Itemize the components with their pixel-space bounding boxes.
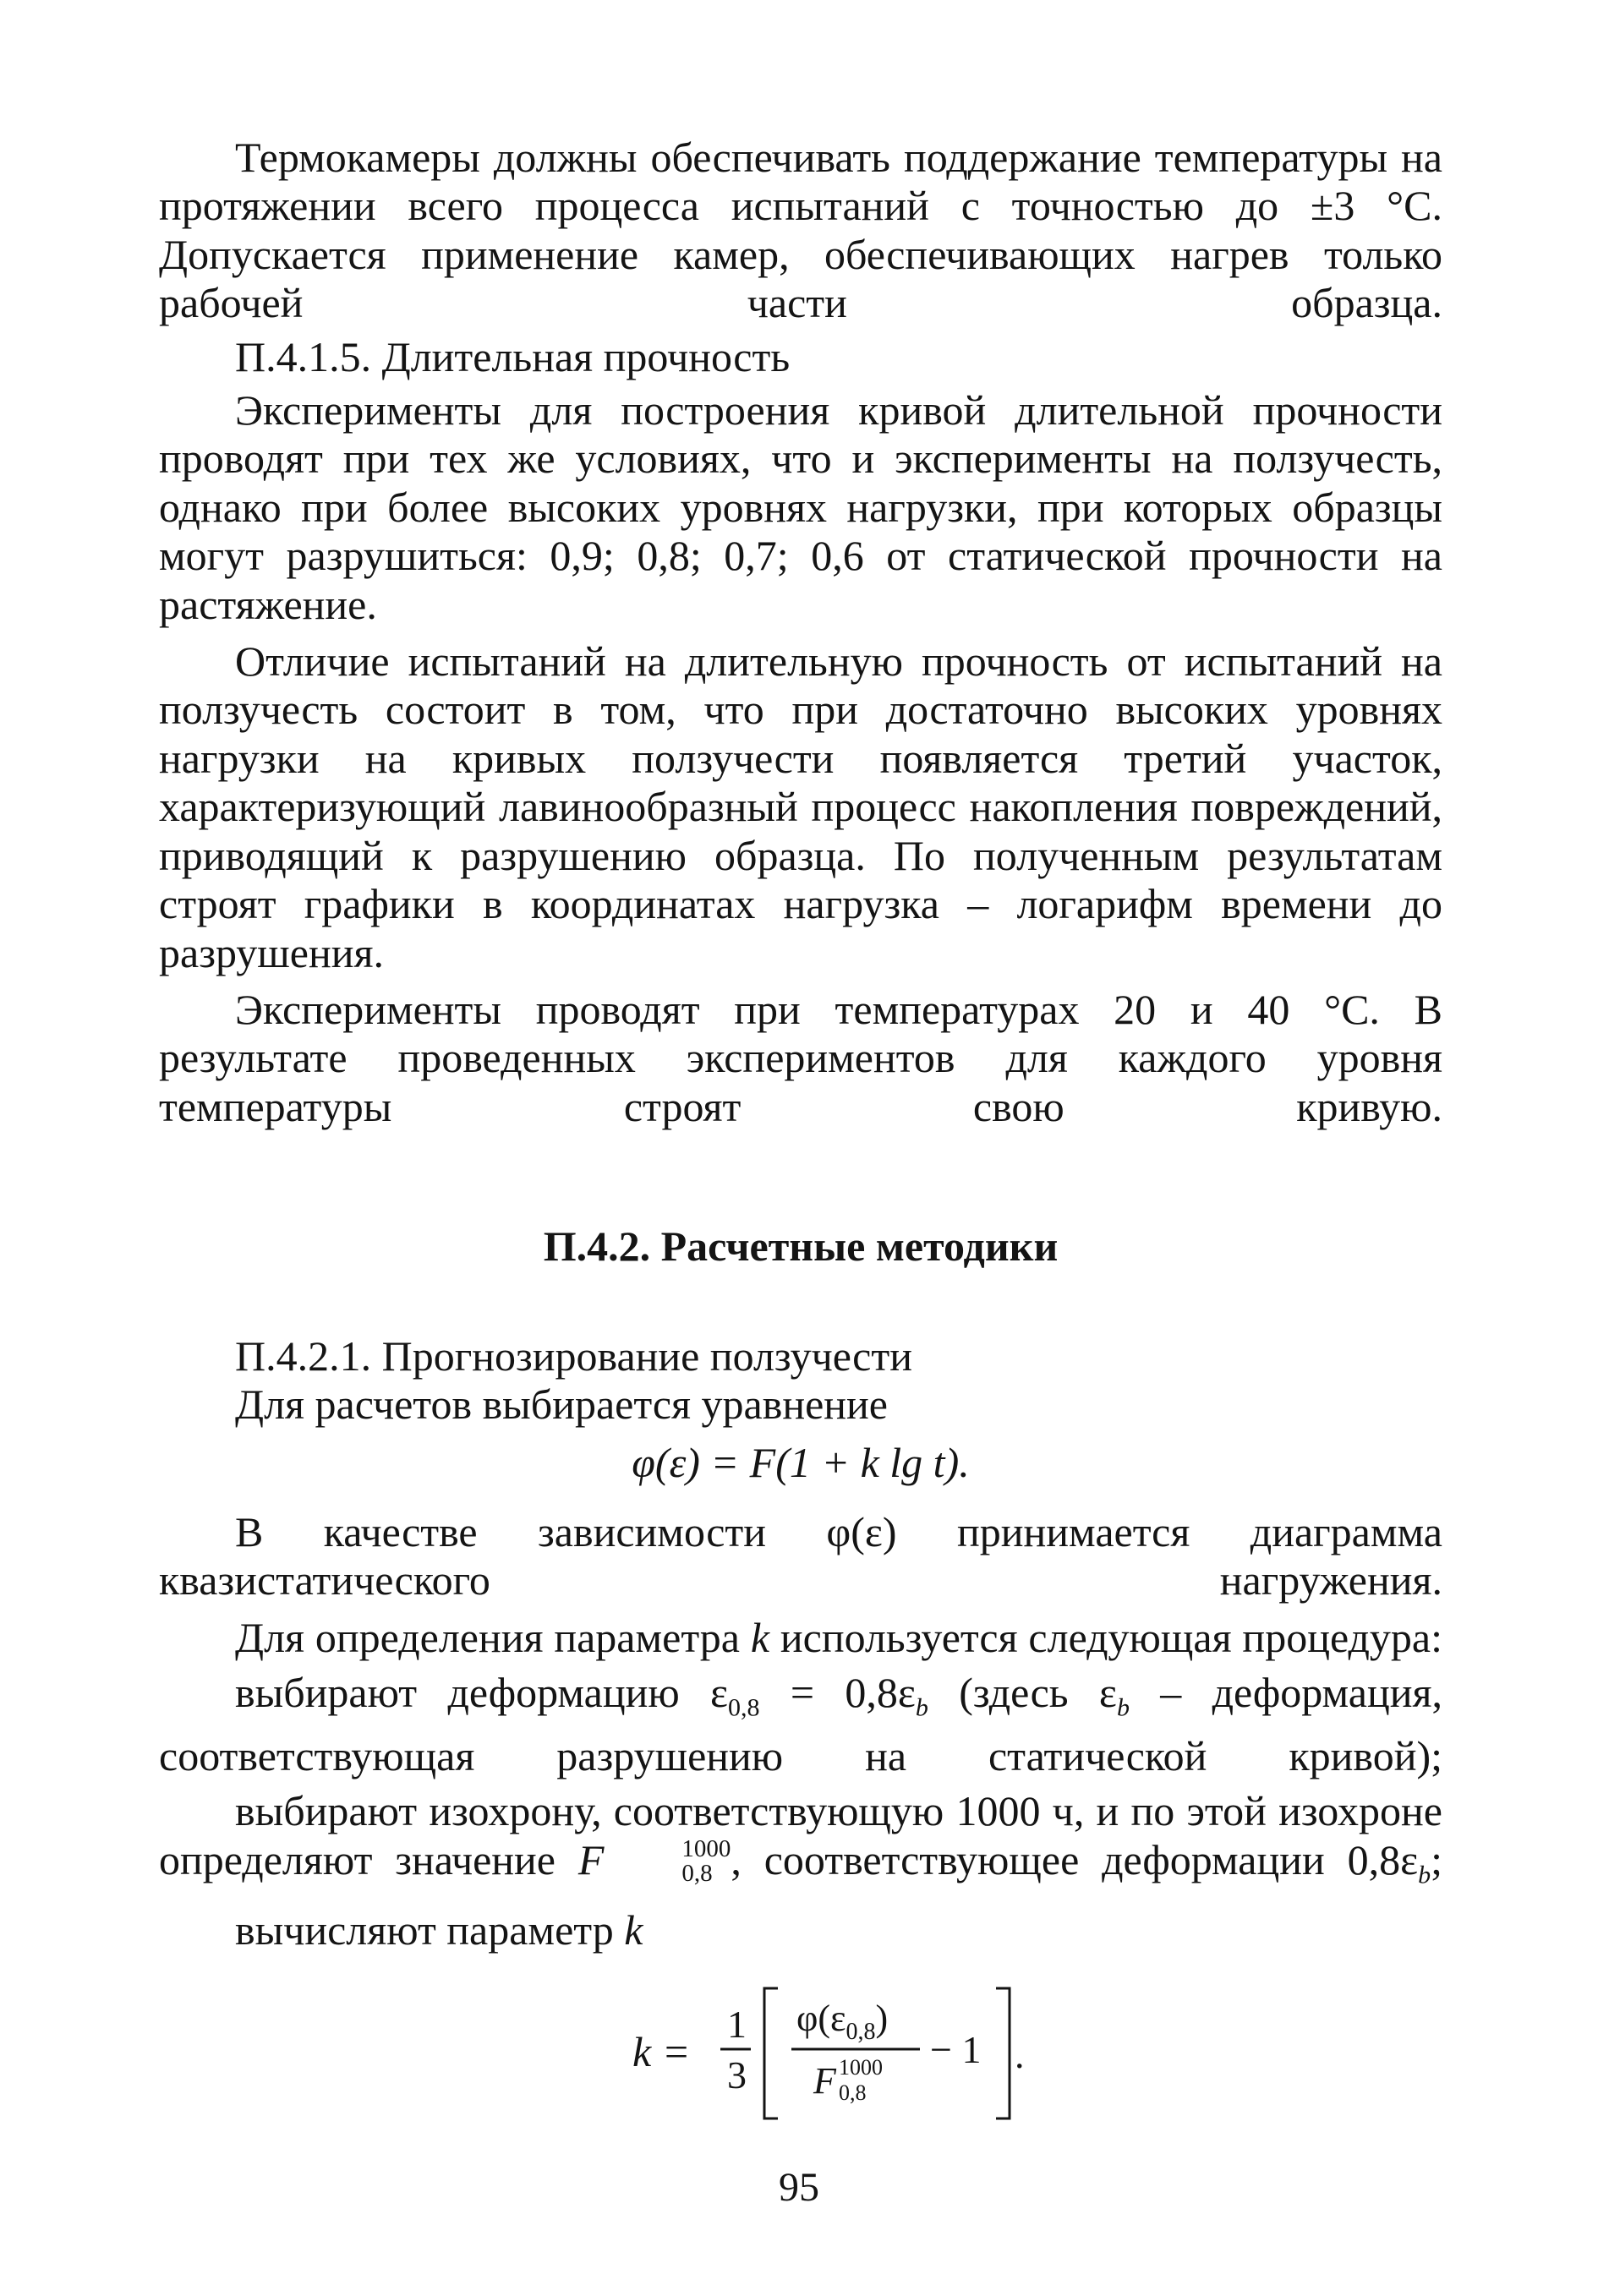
- procedure-step: выбирают изохрону, соответствующую 1000 ч, и по этой изохроне определяют значение F 1000 0,8 , соответствующее деформации $0,8\varepsilon_b$;: [159, 1787, 1442, 1889]
- page-number: 95: [779, 2165, 819, 2210]
- svg-text:φ(ε0,8): $\varphi(\varepsilon_{0,8})$: [796, 1998, 889, 2045]
- formula-creep-equation: φ(ε) = F(1 + k lg t).: [632, 1439, 970, 1487]
- paragraph: Для расчетов выбирается уравнение: [235, 1380, 888, 1428]
- section-heading: П.4.2. Расчетные методики: [543, 1222, 1059, 1271]
- subsection-title: П.4.2.1. Прогнозирование ползучести: [235, 1331, 912, 1380]
- svg-text:1000: 1000: [839, 2055, 883, 2080]
- subsection-title: П.4.1.5. Длительная прочность: [235, 332, 791, 380]
- svg-text:k =: k =: [632, 2028, 691, 2075]
- svg-text:0,8: 0,8: [839, 2080, 867, 2105]
- formula-k-parameter: [159, 1976, 1442, 2129]
- paragraph: Отличие испытаний на длительную прочность от испытаний на ползучесть состоит в том, что при достаточно высоких уровнях нагрузки на кривых ползучести появляется третий участок, характеризующий лавинообразный процесс накопления повреждений, приводящий к разрушению образца. По полученным результатам строят графики в координатах нагрузка – логарифм времени до разрушения.: [159, 637, 1442, 976]
- left-bracket: [764, 1988, 778, 2118]
- right-bracket: [996, 1988, 1010, 2118]
- paragraph: В качестве зависимости φ(ε) принимается диаграмма квазистатического нагружения.: [159, 1507, 1443, 1604]
- svg-text:3: 3: [727, 2053, 747, 2096]
- paragraph: Эксперименты для построения кривой длительной прочности проводят при тех же условиях, что и эксперименты на ползучесть, однако при более высоких уровнях нагрузки, при которых образцы могут разрушиться: 0,9; 0,8; 0,7; 0,6 от статической прочности на растяжение.: [159, 386, 1442, 628]
- svg-text:F: F: [813, 2060, 836, 2102]
- paragraph: Для определения параметра k используется следующая процедура:: [235, 1613, 1443, 1661]
- procedure-step: вычисляют параметр k: [235, 1905, 643, 1954]
- svg-text:1: 1: [727, 2003, 747, 2046]
- paragraph: Термокамеры должны обеспечивать поддержание температуры на протяжении всего процесса испытаний с точностью до ±3 °С. Допускается применение камер, обеспечивающих нагрев только рабочей части образца.: [159, 134, 1442, 327]
- page-body: [159, 134, 1442, 2129]
- paragraph: Эксперименты проводят при температурах 20 и 40 °С. В результате проведенных экспериментов для каждого уровня температуры строят свою кривую.: [159, 985, 1442, 1130]
- formula-k-svg: [632, 1976, 1106, 2129]
- procedure-step: выбирают деформацию $\varepsilon_{0,8} = 0,8\varepsilon_b$ (здесь $\varepsilon_b$ – деформация, соответствующая разрушению на статической кривой);: [159, 1668, 1442, 1779]
- svg-text:− 1: − 1: [930, 2028, 982, 2071]
- svg-text:.: .: [1015, 2033, 1025, 2076]
